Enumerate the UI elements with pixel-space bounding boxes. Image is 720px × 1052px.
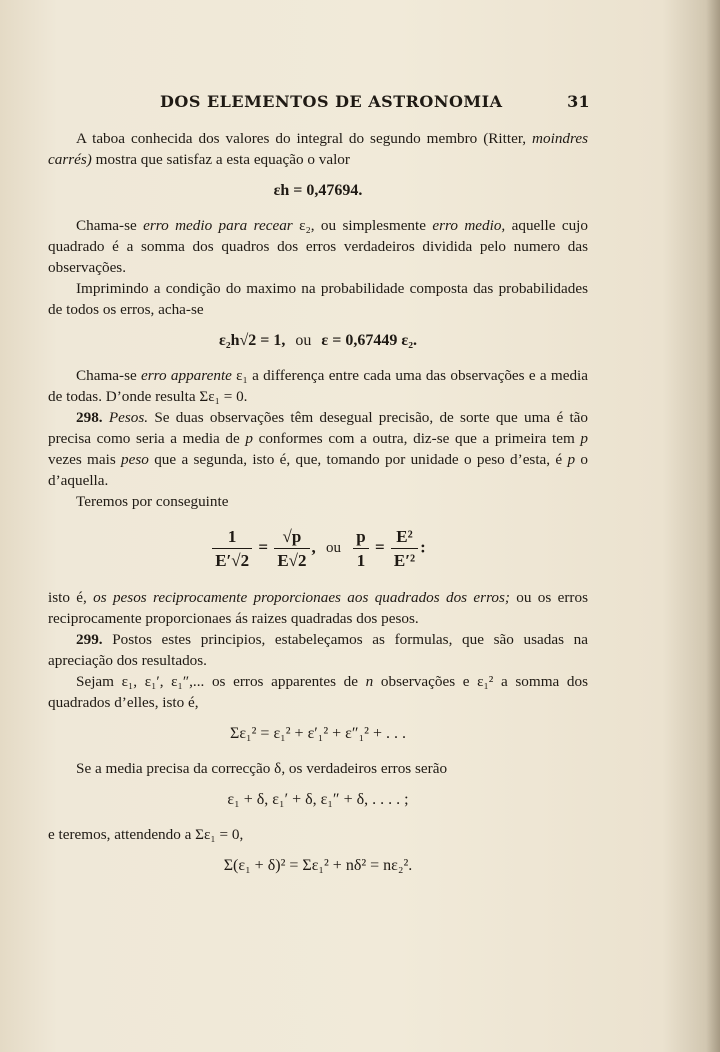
paragraph-isto-e xyxy=(48,587,588,629)
equation-conjunction: ou xyxy=(326,540,341,557)
variable-p: p xyxy=(580,430,588,447)
equals-sign: = xyxy=(374,537,385,557)
variable-n: n xyxy=(365,673,374,690)
punctuation: : xyxy=(420,537,426,557)
paragraph-teremos-attendendo: e teremos, attendendo a Σε₁ = 0, xyxy=(48,826,244,843)
paragraph-text: Se duas observações têm desegual precisão, de sorte que uma é tão precisa como seria a media de xyxy=(48,409,588,447)
paragraph-text: A taboa conhecida dos valores do integral do segundo membro (Ritter, xyxy=(76,130,527,147)
denominator: E′² xyxy=(393,551,416,570)
denominator: 1 xyxy=(356,551,366,570)
paragraph-text: ε₂, ou simplesmente xyxy=(292,217,433,234)
equation-true-errors: ε₁ + δ, ε₁′ + δ, ε₁″ + δ, . . . . ; xyxy=(227,791,409,808)
fraction xyxy=(353,526,368,571)
equals-sign: = xyxy=(258,537,269,557)
paragraph-correccao: Se a media precisa da correcção δ, os verdadeiros erros serão xyxy=(76,760,448,777)
denominator: E√2 xyxy=(277,551,307,570)
fraction xyxy=(212,526,252,571)
fraction xyxy=(391,526,418,571)
fraction xyxy=(274,526,309,571)
running-header xyxy=(160,92,590,111)
paragraph-298-pesos xyxy=(48,407,588,491)
paragraph-text: Chama-se xyxy=(76,367,142,384)
italic-text: erro medio para recear xyxy=(143,217,293,234)
paragraph-text: observações e ε₁² a somma dos quadrados d’elles, isto é, xyxy=(48,673,588,711)
section-number: 298. xyxy=(76,409,103,426)
page-body xyxy=(48,128,588,890)
italic-text: moindres carrés) xyxy=(48,130,589,168)
paragraph-imprimindo: Imprimindo a condição do maximo na probabilidade composta das probabilidades de todos os erros, acha-se xyxy=(48,280,588,318)
paragraph-erro-apparente xyxy=(48,365,588,407)
equation-final: Σ(ε₁ + δ)² = Σε₁² + nδ² = nε₂². xyxy=(223,857,413,874)
equation-right: ε = 0,67449 ε₂. xyxy=(321,332,418,349)
page-edge-shadow xyxy=(706,0,720,1052)
denominator: E′√2 xyxy=(215,551,250,570)
equation-left: ε₂h√2 = 1, xyxy=(218,332,286,349)
paragraph-text: Chama-se xyxy=(76,217,144,234)
italic-text: peso xyxy=(121,451,149,468)
page-number: 31 xyxy=(567,92,590,111)
running-title: DOS ELEMENTOS DE ASTRONOMIA xyxy=(160,92,503,111)
equation-sum-squares: Σε₁² = ε₁² + ε′₁² + ε″₁² + . . . xyxy=(230,725,406,742)
section-heading: Pesos. xyxy=(108,409,149,426)
equation-epsilon xyxy=(48,330,588,351)
numerator: p xyxy=(353,526,368,549)
paragraph-text: que a segunda, isto é, que, tomando por unidade o peso d’esta, é xyxy=(148,451,568,468)
paragraph-erro-medio xyxy=(48,215,588,278)
comma: , xyxy=(311,537,316,557)
equation-eh: εh = 0,47694. xyxy=(273,182,363,199)
variable-p: p xyxy=(245,430,253,447)
paragraph-text: ε₁ a differença entre cada uma das observações e a media de todas. D’onde resulta Σε₁ = 0. xyxy=(48,367,588,405)
paragraph-taboa xyxy=(48,128,588,170)
paragraph-299 xyxy=(48,629,588,671)
italic-text: erro medio, xyxy=(432,217,506,234)
numerator: 1 xyxy=(212,526,252,549)
paragraph-text: Postos estes principios, estabeleçamos as formulas, que são usadas na apreciação dos resultados. xyxy=(48,631,588,669)
equation-conjunction: ou xyxy=(295,332,312,349)
paragraph-text: conformes com a outra, diz-se que a primeira tem xyxy=(252,430,581,447)
equation-weights xyxy=(48,526,588,571)
paragraph-text: Sejam ε₁, ε₁′, ε₁″,... os erros apparentes de xyxy=(76,673,366,690)
section-number: 299. xyxy=(76,631,103,648)
numerator: E² xyxy=(391,526,418,549)
paragraph-text: isto é, xyxy=(48,589,94,606)
variable-p: p xyxy=(567,451,576,468)
paragraph-teremos: Teremos por conseguinte xyxy=(76,493,229,510)
italic-text: os pesos reciprocamente proporcionaes aos quadrados dos erros; xyxy=(93,589,510,606)
paragraph-text: aquelle cujo quadrado é a somma dos quadros dos erros verdadeiros dividida pelo numero das observações. xyxy=(48,217,588,276)
paragraph-text: mostra que satisfaz a esta equação o valor xyxy=(91,151,350,168)
paragraph-text: vezes mais xyxy=(48,451,122,468)
italic-text: erro apparente xyxy=(141,367,232,384)
paragraph-text: o d’aquella. xyxy=(48,451,588,489)
paragraph-sejam xyxy=(48,671,588,713)
paragraph-text: ou os erros reciprocamente proporcionaes ás raizes quadradas dos pesos. xyxy=(48,589,588,627)
numerator: √p xyxy=(274,526,309,549)
